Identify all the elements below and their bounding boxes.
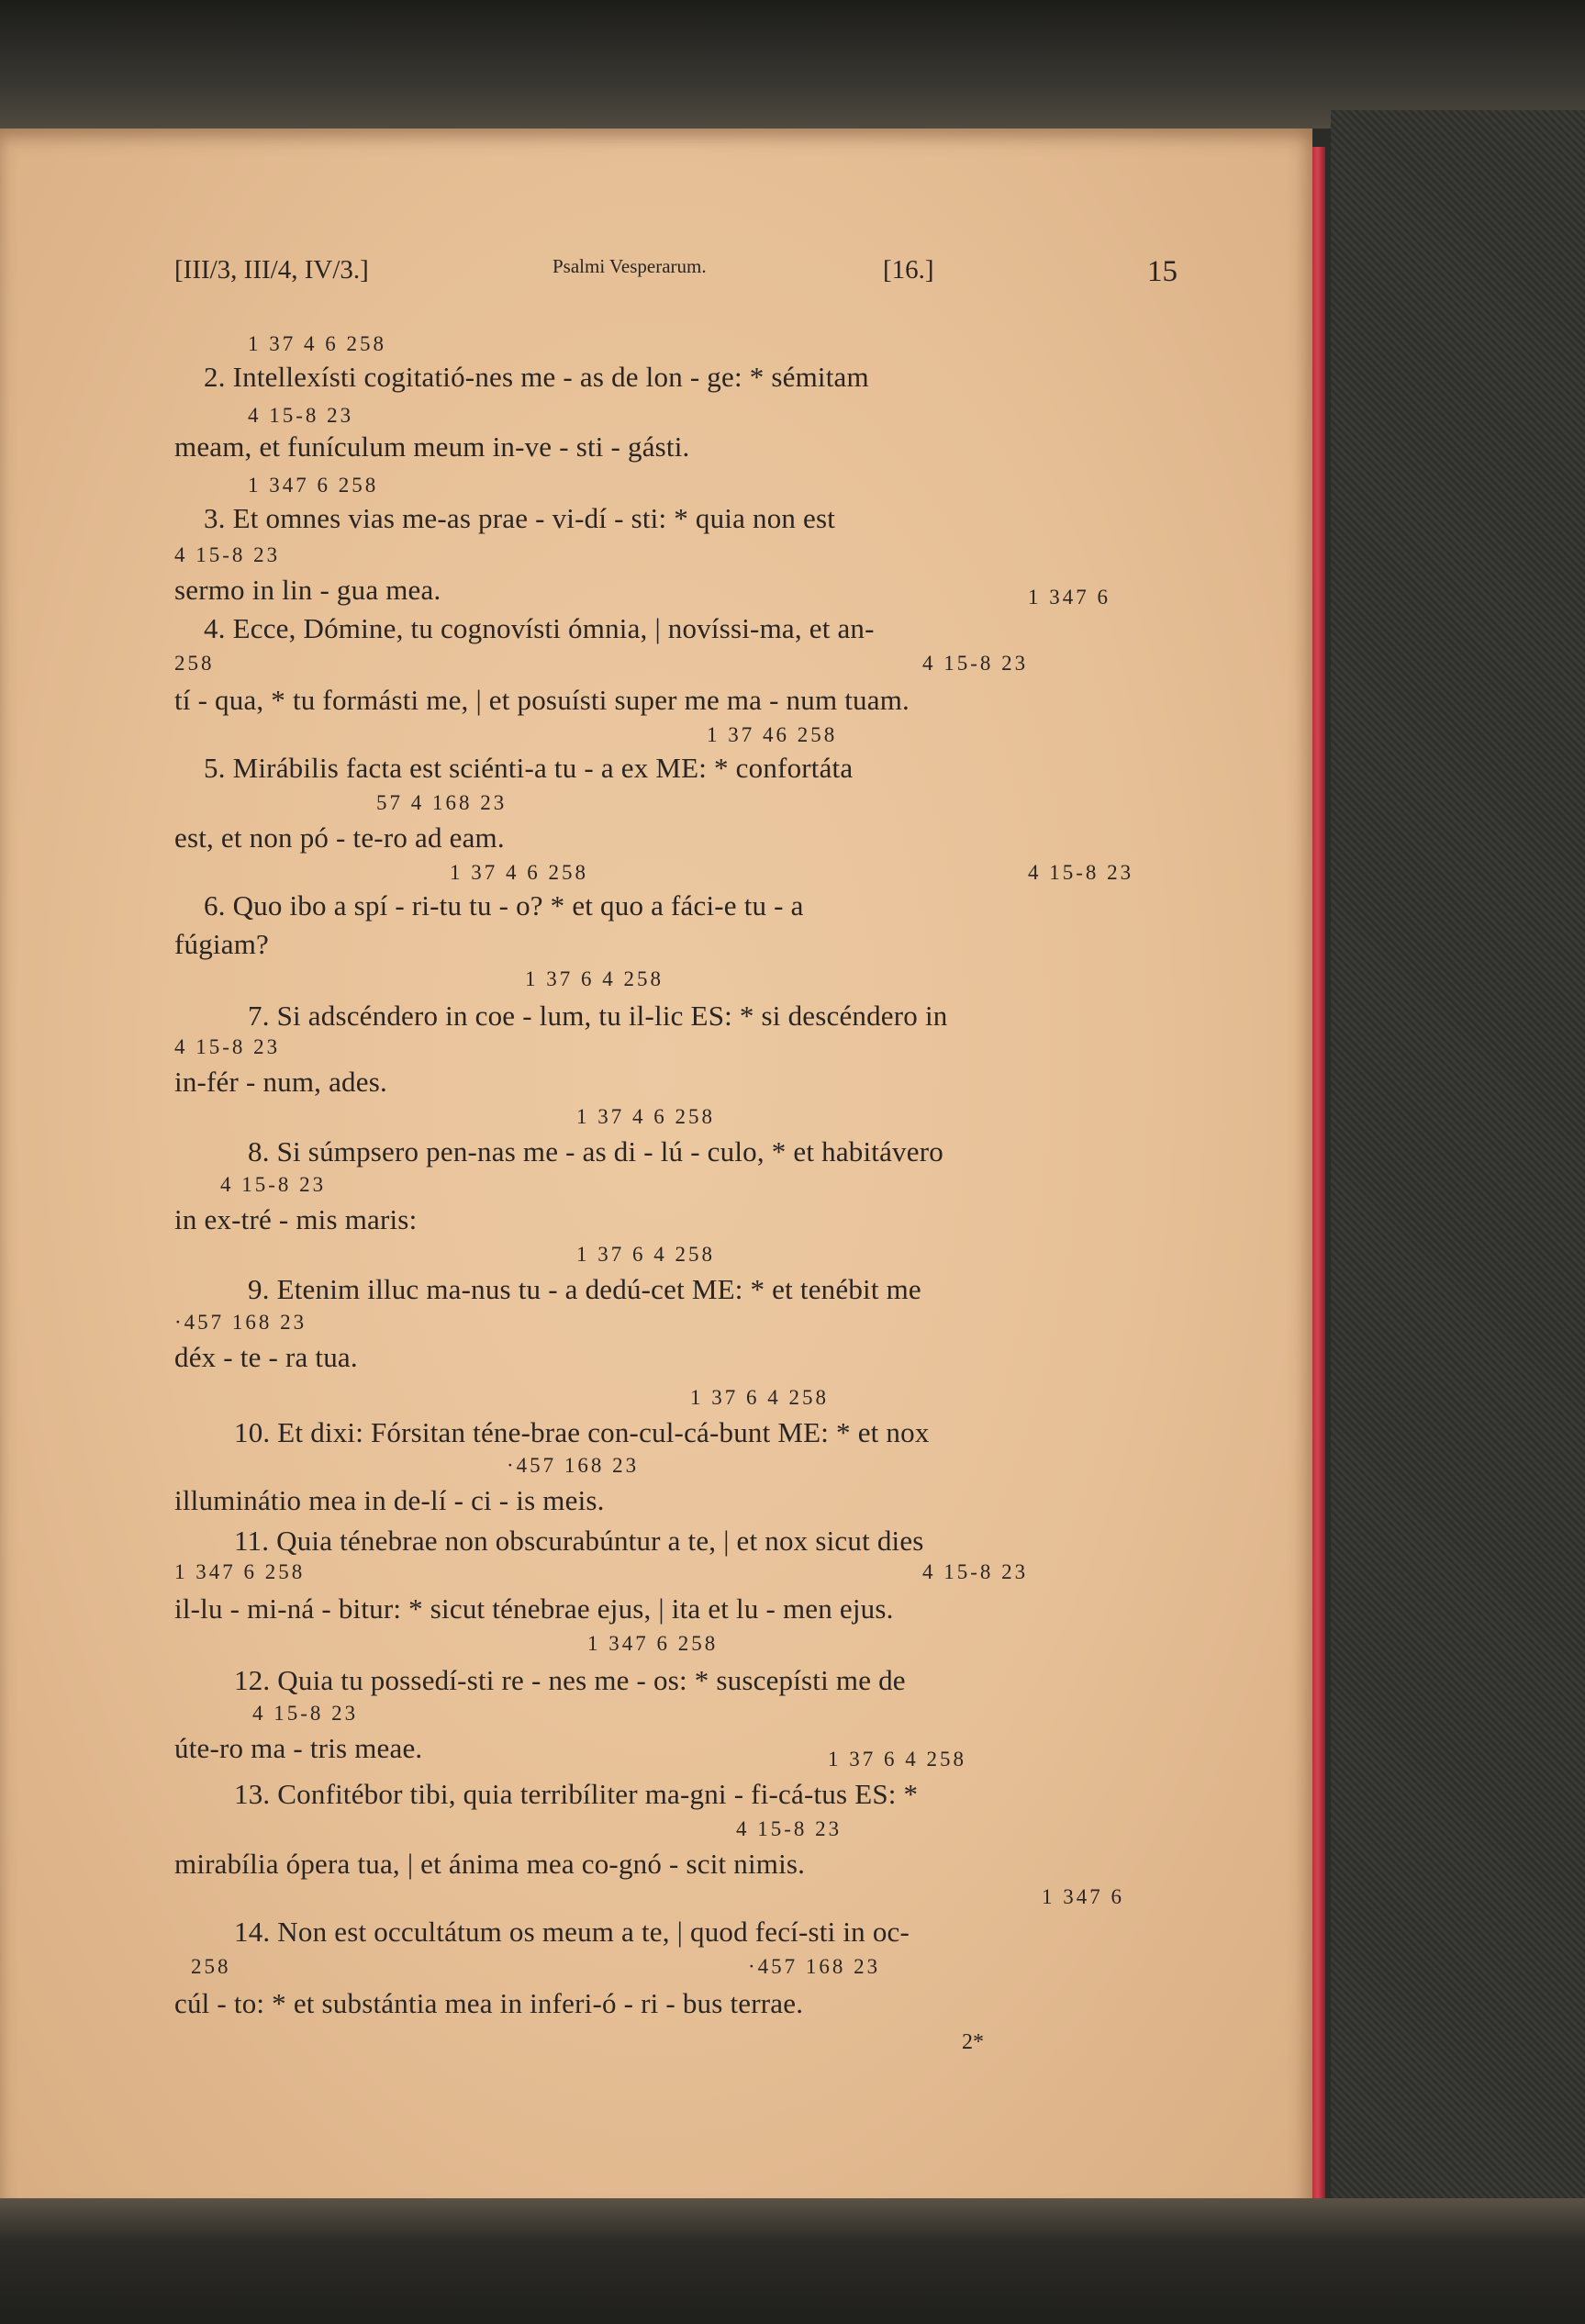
- numeral-line: ·457 168 23: [748, 1955, 881, 1978]
- numeral-line: 1 347 6: [1042, 1885, 1124, 1908]
- numeral-line: 4 15-8 23: [174, 1035, 281, 1058]
- verse-line: 6. Quo ibo a spí - ri-tu tu - o? * et quo a fáci-e tu - a: [204, 889, 804, 922]
- verse-line: est, et non pó - te-ro ad eam.: [174, 821, 505, 854]
- header-title: Psalmi Vesperarum.: [553, 255, 707, 277]
- numeral-line: 1 37 6 4 258: [828, 1748, 966, 1771]
- verse-line: 11. Quia ténebrae non obscurabúntur a te, | et nox sicut dies: [234, 1525, 924, 1557]
- book-cover-bottom: [0, 2198, 1585, 2324]
- numeral-line: 258: [174, 652, 215, 675]
- numeral-line: 1 37 6 4 258: [576, 1243, 715, 1266]
- verse-line: 10. Et dixi: Fórsitan téne-brae con-cul-cá-bunt ME: * et nox: [234, 1416, 930, 1448]
- numeral-line: 1 347 6 258: [587, 1632, 719, 1655]
- verse-line: meam, et funículum meum in-ve - sti - gásti.: [174, 430, 690, 463]
- numeral-line: 1 37 6 4 258: [525, 967, 664, 990]
- numeral-line: 4 15-8 23: [922, 652, 1029, 675]
- verse-line: úte-ro ma - tris meae.: [174, 1732, 423, 1764]
- numeral-line: 4 15-8 23: [252, 1702, 359, 1725]
- numeral-line: 1 347 6 258: [248, 474, 379, 497]
- numeral-line: 4 15-8 23: [922, 1560, 1029, 1583]
- verse-line: in ex-tré - mis maris:: [174, 1203, 418, 1235]
- numeral-line: 4 15-8 23: [1028, 861, 1134, 884]
- numeral-line: 1 37 6 4 258: [690, 1386, 829, 1409]
- numeral-line: 1 37 4 6 258: [450, 861, 588, 884]
- verse-line: 4. Ecce, Dómine, tu cognovísti ómnia, | novíssi-ma, et an-: [204, 612, 875, 644]
- verse-line: cúl - to: * et substántia mea in inferi-ó - ri - bus terrae.: [174, 1987, 804, 2019]
- verse-line: 14. Non est occultátum os meum a te, | quod fecí-sti in oc-: [234, 1916, 910, 1948]
- verse-line: 13. Confitébor tibi, quia terribíliter ma-gni - fi-cá-tus ES: *: [234, 1778, 919, 1810]
- numeral-line: 4 15-8 23: [248, 404, 354, 427]
- verse-line: 2. Intellexísti cogitatió-nes me - as de lon - ge: * sémitam: [204, 361, 869, 393]
- verse-line: 12. Quia tu possedí-sti re - nes me - os: * suscepísti me de: [234, 1664, 906, 1696]
- verse-line: 7. Si adscéndero in coe - lum, tu il-lic ES: * si descéndero in: [248, 1000, 948, 1032]
- numeral-line: 4 15-8 23: [174, 543, 281, 566]
- numeral-line: 4 15-8 23: [736, 1817, 843, 1840]
- verse-line: mirabília ópera tua, | et ánima mea co-gnó - scit nimis.: [174, 1848, 806, 1880]
- verse-line: sermo in lin - gua mea.: [174, 574, 441, 606]
- numeral-line: ·457 168 23: [174, 1311, 307, 1334]
- numeral-line: 1 37 4 6 258: [576, 1105, 715, 1128]
- verse-line: il-lu - mi-ná - bitur: * sicut ténebrae ejus, | ita et lu - men ejus.: [174, 1592, 894, 1625]
- numeral-line: 1 347 6: [1028, 586, 1111, 609]
- page-number: 15: [1147, 255, 1178, 288]
- verse-line: 3. Et omnes vias me-as prae - vi-dí - sti: * quia non est: [204, 502, 836, 534]
- numeral-line: 4 15-8 23: [220, 1173, 327, 1196]
- numeral-line: 1 37 46 258: [707, 723, 838, 746]
- numeral-line: 258: [191, 1955, 231, 1978]
- verse-line: tí - qua, * tu formásti me, | et posuísti super me ma - num tuam.: [174, 684, 910, 716]
- verse-line: in-fér - num, ades.: [174, 1066, 387, 1098]
- numeral-line: ·457 168 23: [507, 1454, 640, 1477]
- verse-line: fúgiam?: [174, 928, 269, 960]
- verse-line: déx - te - ra tua.: [174, 1341, 358, 1373]
- numeral-line: 57 4 168 23: [376, 791, 508, 814]
- verse-line: 5. Mirábilis facta est sciénti-a tu - a ex ME: * confortáta: [204, 752, 854, 784]
- book-cover-top: [0, 0, 1585, 128]
- verse-line: illuminátio mea in de-lí - ci - is meis.: [174, 1484, 605, 1516]
- header-section-ref: [III/3, III/4, IV/3.]: [174, 255, 369, 285]
- numeral-line: 1 347 6 258: [174, 1560, 306, 1583]
- verse-line: 8. Si súmpsero pen-nas me - as di - lú - culo, * et habitávero: [248, 1135, 943, 1168]
- verse-line: 9. Etenim illuc ma-nus tu - a dedú-cet ME: * et tenébit me: [248, 1273, 921, 1305]
- signature-mark: 2*: [962, 2030, 984, 2054]
- header-bracket-number: [16.]: [883, 255, 934, 285]
- running-header: [174, 255, 1189, 292]
- numeral-line: 1 37 4 6 258: [248, 332, 386, 355]
- red-page-edge: [1312, 147, 1325, 2203]
- book-cover-right: [1331, 110, 1585, 2221]
